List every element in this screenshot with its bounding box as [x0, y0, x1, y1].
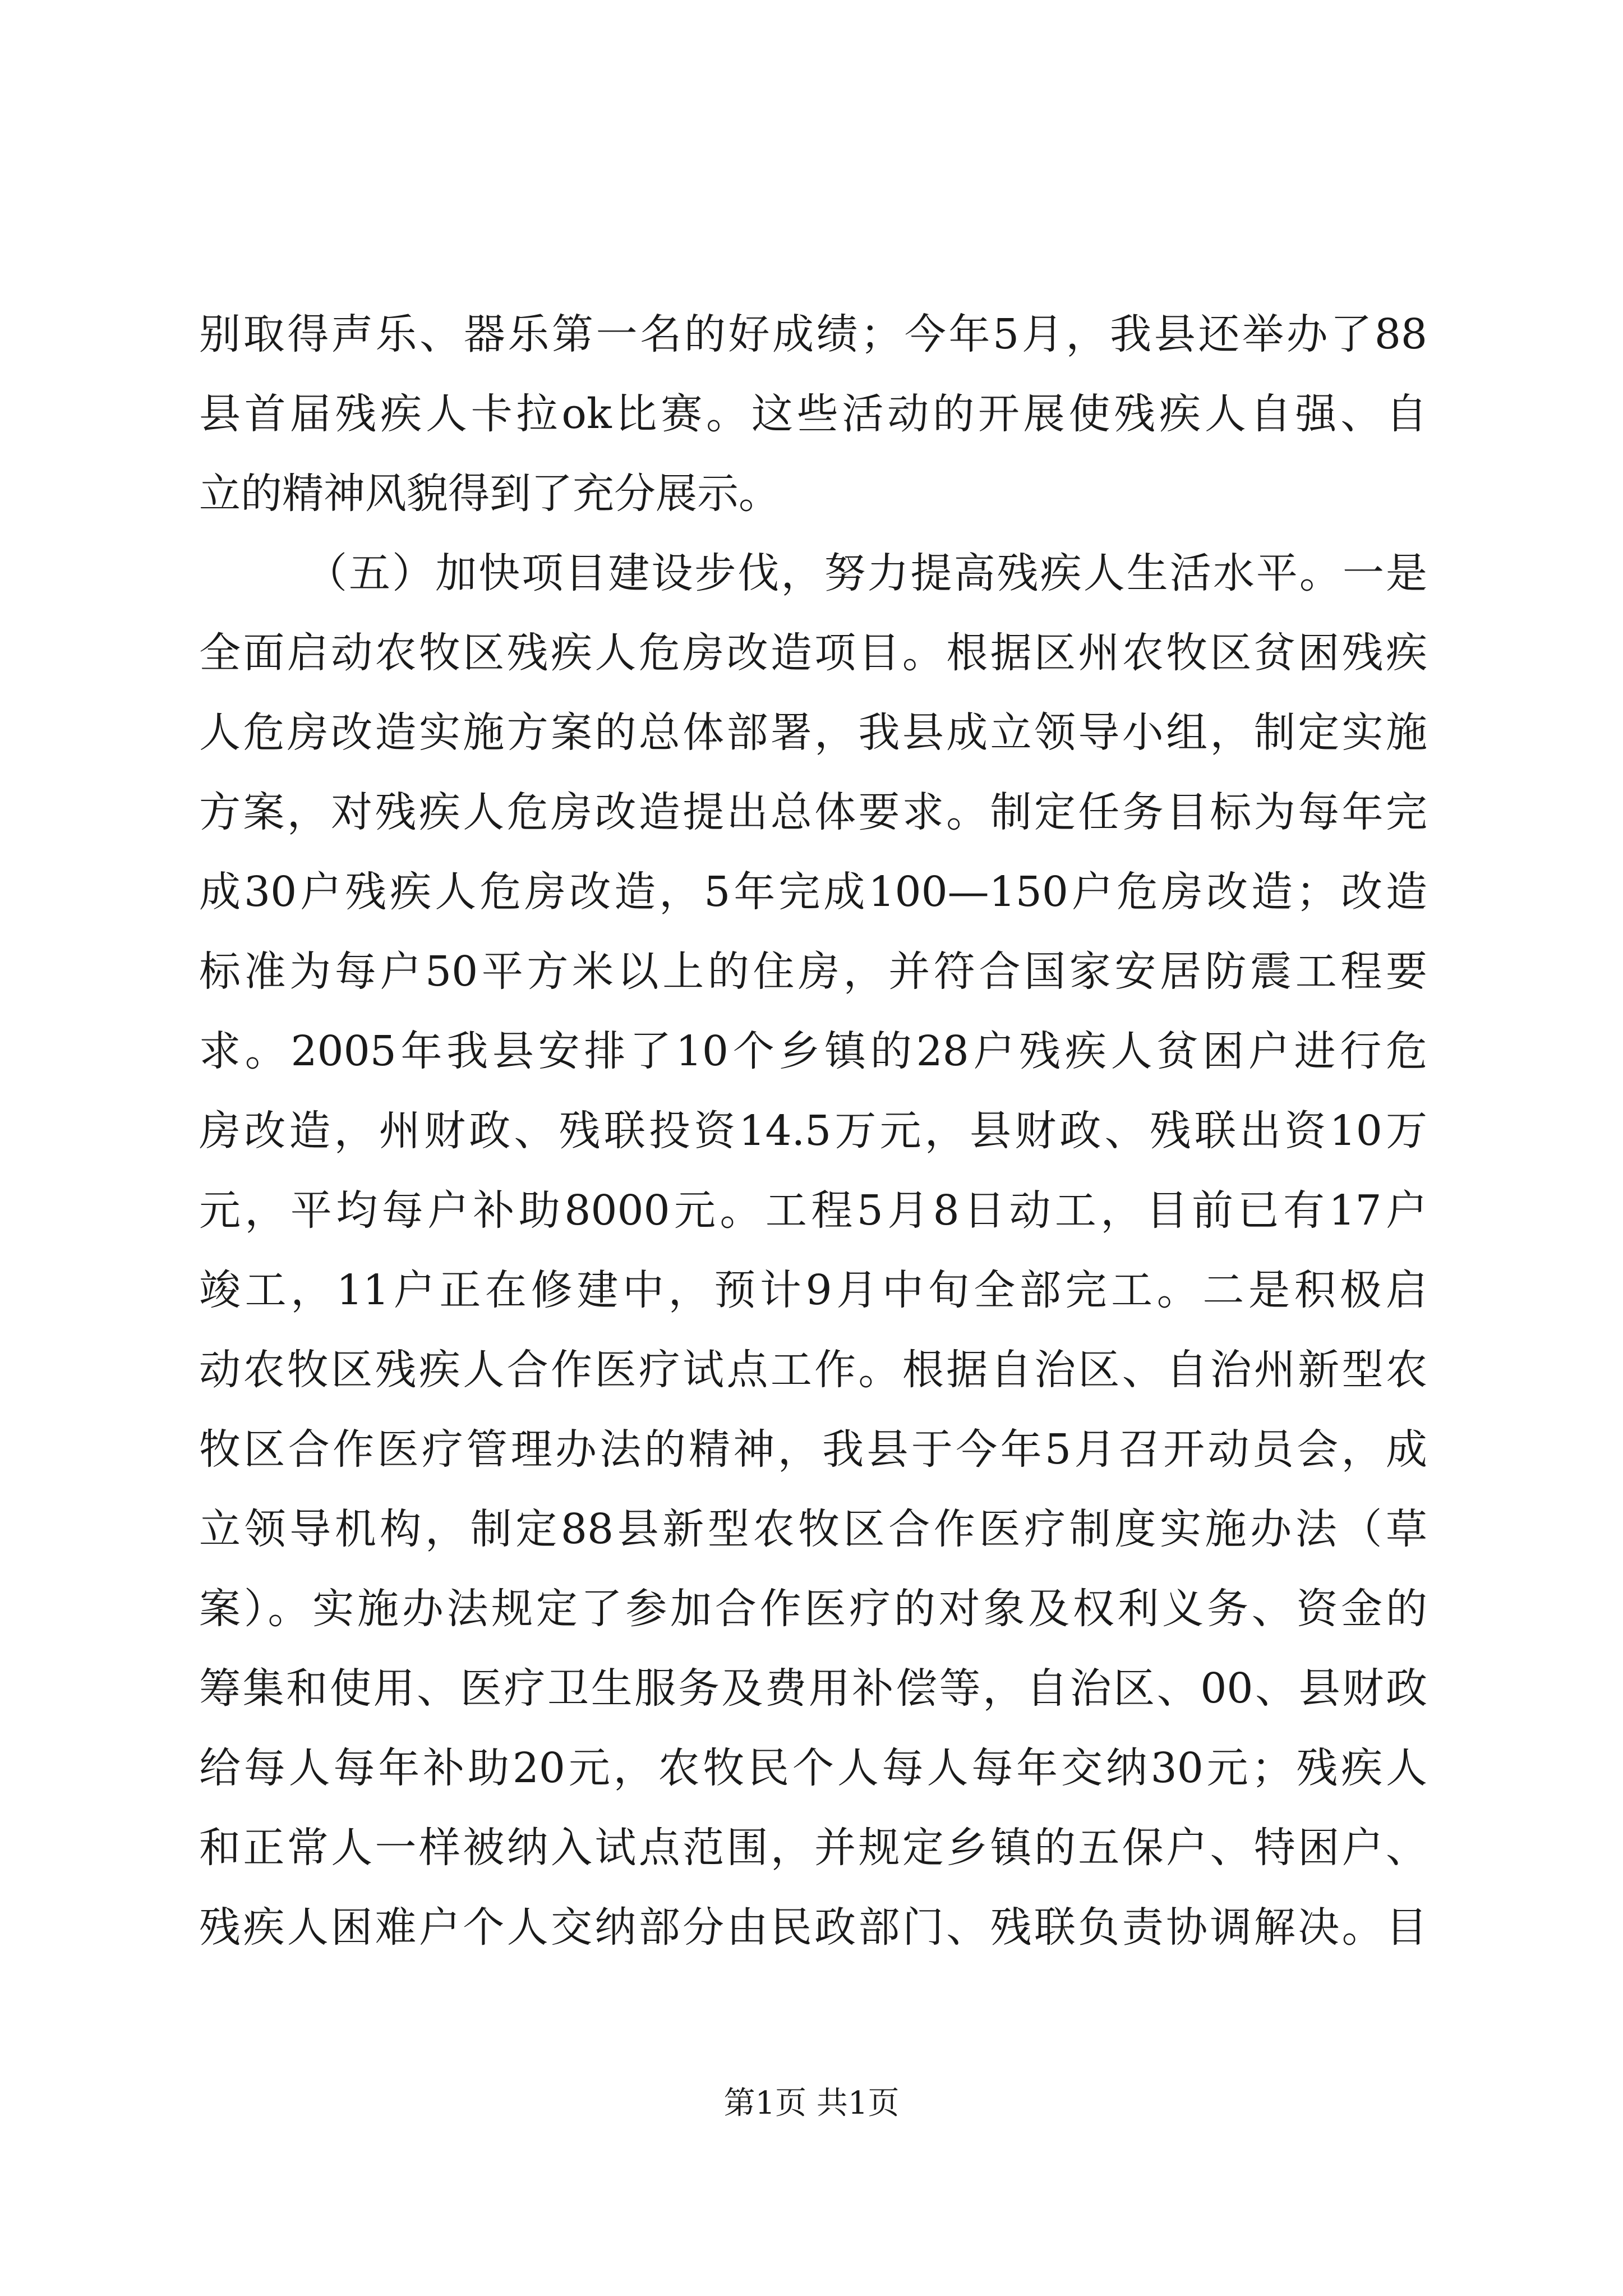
text-line: （五）加快项目建设步伐，努力提高残疾人生活水平。一是	[306, 549, 1427, 597]
text-line: 动农牧区残疾人合作医疗试点工作。根据自治区、自治州新型农	[199, 1346, 1427, 1394]
text-line: 房改造，州财政、残联投资14.5万元，县财政、残联出资10万	[199, 1107, 1427, 1155]
text-line: 县首届残疾人卡拉ok比赛。这些活动的开展使残疾人自强、自	[199, 390, 1427, 438]
text-line: 别取得声乐、器乐第一名的好成绩；今年5月，我县还举办了88	[199, 310, 1427, 358]
text-line: 方案，对残疾人危房改造提出总体要求。制定任务目标为每年完	[199, 788, 1427, 836]
text-line: 立领导机构，制定88县新型农牧区合作医疗制度实施办法（草	[199, 1505, 1427, 1553]
text-line: 立的精神风貌得到了充分展示。	[199, 470, 780, 518]
text-line: 元，平均每户补助8000元。工程5月8日动工，目前已有17户	[199, 1186, 1427, 1235]
text-line: 全面启动农牧区残疾人危房改造项目。根据区州农牧区贫困残疾	[199, 629, 1427, 677]
text-line: 筹集和使用、医疗卫生服务及费用补偿等，自治区、00、县财政	[199, 1664, 1427, 1713]
text-line: 残疾人困难户个人交纳部分由民政部门、残联负责协调解决。目	[199, 1903, 1427, 1952]
text-line: 和正常人一样被纳入试点范围，并规定乡镇的五保户、特困户、	[199, 1824, 1427, 1872]
page-number-label: 第1页 共1页	[723, 2085, 900, 2122]
text-line: 人危房改造实施方案的总体部署，我县成立领导小组，制定实施	[199, 708, 1427, 757]
text-line: 给每人每年补助20元，农牧民个人每人每年交纳30元；残疾人	[199, 1744, 1427, 1792]
text-line: 案）。实施办法规定了参加合作医疗的对象及权利义务、资金的	[199, 1585, 1427, 1633]
text-line: 牧区合作医疗管理办法的精神，我县于今年5月召开动员会，成	[199, 1425, 1427, 1474]
text-line: 求。2005年我县安排了10个乡镇的28户残疾人贫困户进行危	[199, 1027, 1427, 1075]
text-line: 成30户残疾人危房改造，5年完成100—150户危房改造；改造	[199, 868, 1427, 916]
document-body	[199, 295, 1427, 1967]
text-line: 竣工，11户正在修建中，预计9月中旬全部完工。二是积极启	[199, 1266, 1427, 1314]
page-footer	[0, 2084, 1623, 2123]
text-line: 标准为每户50平方米以上的住房，并符合国家安居防震工程要	[199, 947, 1427, 996]
